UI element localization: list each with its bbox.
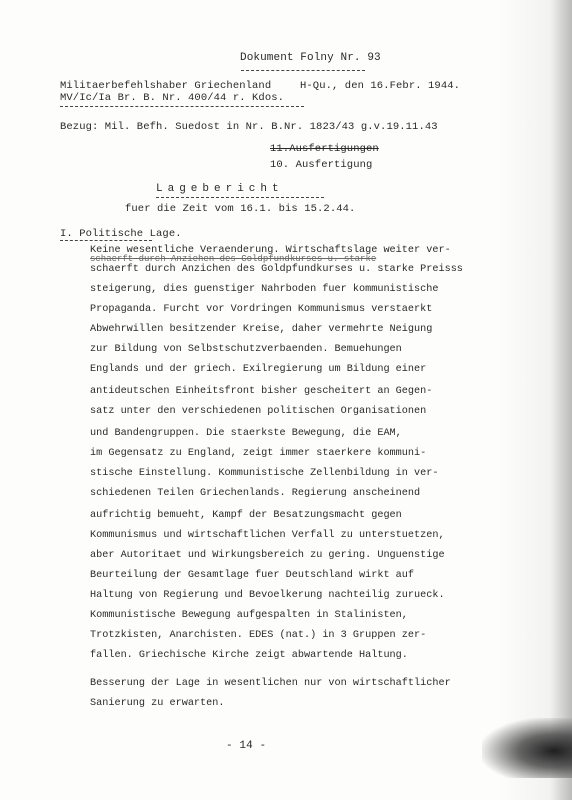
body-line: schiedenen Teilen Griechenlands. Regierung anscheinend xyxy=(90,488,421,499)
header-divider xyxy=(60,106,304,107)
body-line: Englands und der griech. Exilregierung um Bildung einer xyxy=(90,364,427,375)
body-line: Abwehrwillen besitzender Kreise, daher vermehrte Neigung xyxy=(90,324,433,335)
bezug-line: Bezug: Mil. Befh. Suedost in Nr. B.Nr. 1823/43 g.v.19.11.43 xyxy=(60,121,438,133)
body-line: aufrichtig bemueht, Kampf der Besatzungsmacht gegen xyxy=(90,510,402,521)
body-line: antideutschen Einheitsfront bisher gescheitert an Gegen- xyxy=(90,386,433,397)
body-line: Propaganda. Furcht vor Vordringen Kommunismus verstaerkt xyxy=(90,304,433,315)
body-line: Kommunistische Bewegung aufgespalten in Stalinisten, xyxy=(90,610,408,621)
report-period: fuer die Zeit vom 16.1. bis 15.2.44. xyxy=(125,203,356,215)
place-date: H-Qu., den 16.Febr. 1944. xyxy=(300,80,461,92)
body-line: Kommunismus und wirtschaftlichen Verfall zu unterstuetzen, xyxy=(90,530,445,541)
closing-line: Sanierung zu erwarten. xyxy=(90,698,225,709)
body-line: stische Einstellung. Kommunistische Zellenbildung in ver- xyxy=(90,468,439,479)
body-line: satz unter den verschiedenen politischen Organisationen xyxy=(90,406,427,417)
page-number: - 14 - xyxy=(226,740,267,752)
section-heading-underline xyxy=(60,240,152,241)
scan-edge-shadow xyxy=(498,0,572,800)
body-line: Trotzkisten, Anarchisten. EDES (nat.) in 3 Gruppen zer- xyxy=(90,630,427,641)
body-line: Haltung von Regierung und Bevoelkerung nachteilig zurueck. xyxy=(90,590,445,601)
body-line: schaerft durch Anziehen des Goldpfundkurses u. starke xyxy=(90,254,377,264)
body-line: aber Autoritaet und Wirkungsbereich zu gering. Unguenstige xyxy=(90,550,445,561)
body-line: Beurteilung der Gesamtlage fuer Deutschland wirkt auf xyxy=(90,570,415,581)
body-line: fallen. Griechische Kirche zeigt abwartende Haltung. xyxy=(90,650,408,661)
body-line: steigerung, dies guenstiger Nahrboden fuer kommunistische xyxy=(90,284,439,295)
reference-number: MV/Ic/Ia Br. B. Nr. 400/44 r. Kdos. xyxy=(60,92,285,104)
sender: Militaerbefehlshaber Griechenland xyxy=(60,80,272,92)
body-line: und Bandengruppen. Die staerkste Bewegung, die EAM, xyxy=(90,428,402,439)
body-line: im Gegensatz zu England, zeigt immer staerkere kommuni- xyxy=(90,448,427,459)
document-number: Dokument Folny Nr. 93 xyxy=(240,52,381,64)
body-line: schaerft durch Anzichen des Goldpfundkurses u. starke Preisss xyxy=(90,264,463,275)
copy-line-struck: 11.Ausfertigungen xyxy=(270,143,379,155)
document-number-underline xyxy=(241,70,365,71)
section-heading: I. Politische Lage. xyxy=(60,228,182,240)
scan-smudge xyxy=(482,718,572,778)
report-title: Lagebericht xyxy=(156,183,284,195)
closing-line: Besserung der Lage in wesentlichen nur von wirtschaftlicher xyxy=(90,678,451,689)
body-line: Keine wesentliche Veraenderung. Wirtschaftslage weiter ver- xyxy=(90,245,451,256)
body-line: zur Bildung von Selbstschutzverbaenden. Bemuehungen xyxy=(90,344,402,355)
report-title-underline xyxy=(156,197,324,198)
copy-line: 10. Ausfertigung xyxy=(270,159,373,171)
